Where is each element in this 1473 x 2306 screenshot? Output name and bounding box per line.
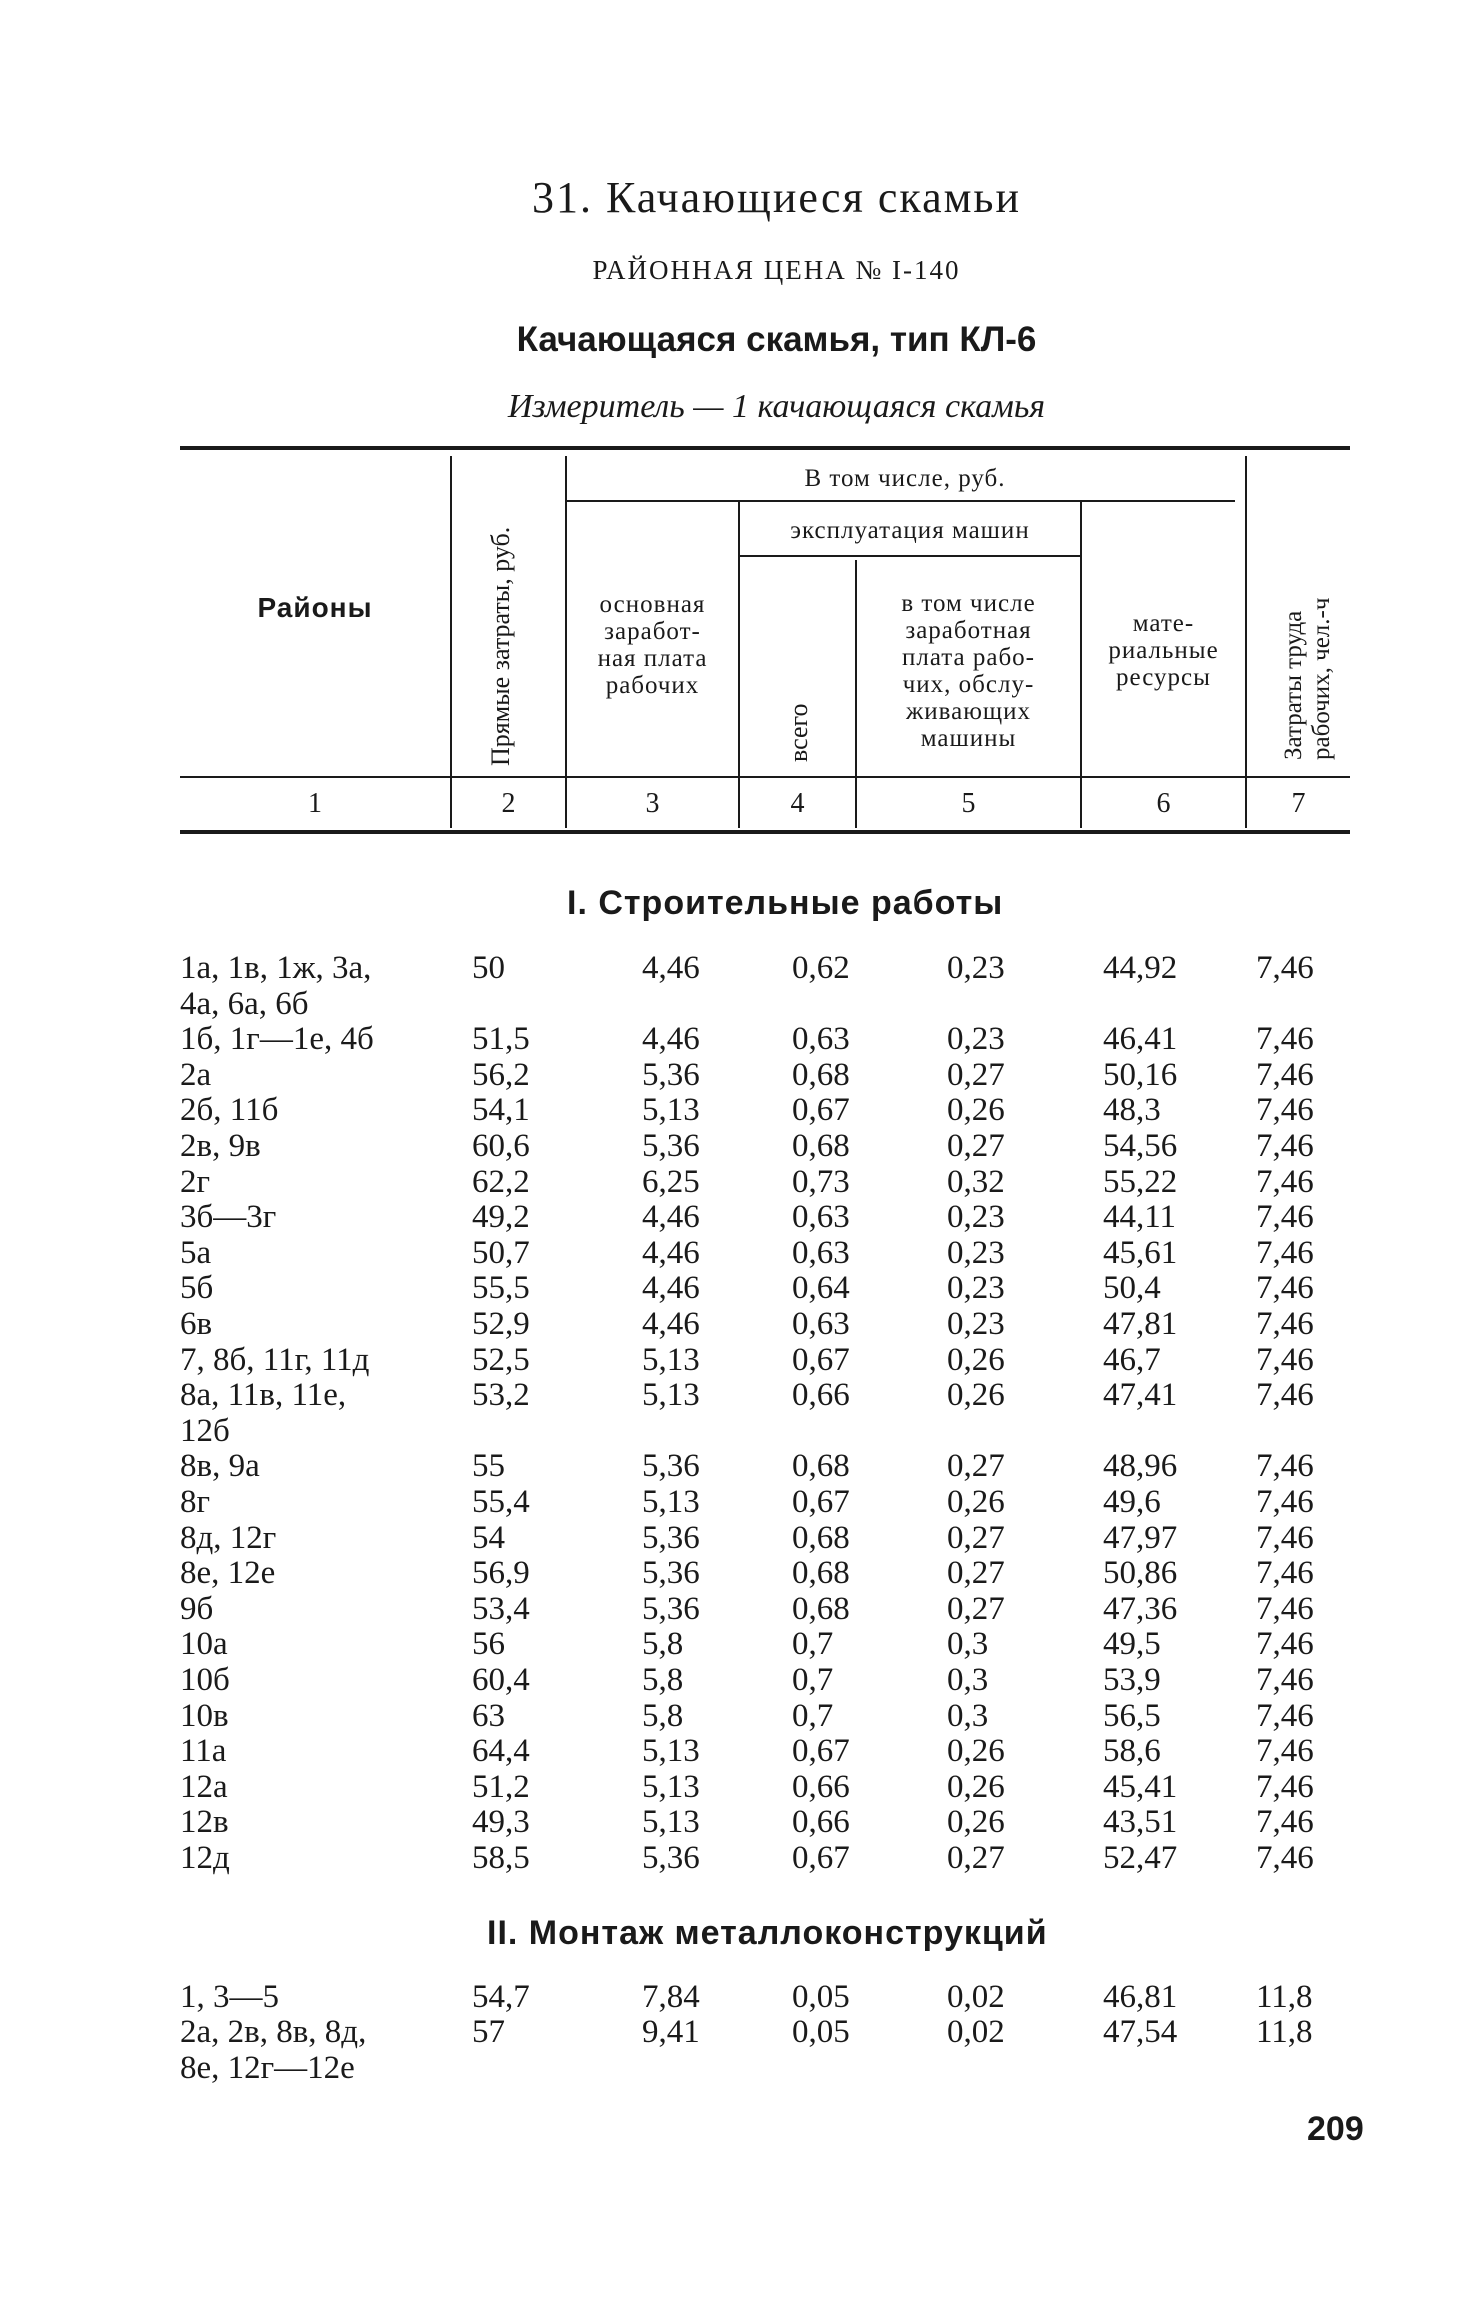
machine-total-cell: 0,63 [792, 1234, 850, 1271]
direct-costs-cell: 60,6 [472, 1128, 530, 1164]
materials-cell: 54,56 [1103, 1128, 1178, 1164]
direct-costs-cell: 55,5 [472, 1270, 530, 1307]
machine-wages-cell: 0,27 [947, 1840, 1005, 1876]
table-row [0, 1235, 1473, 1271]
col-number-1: 1 [308, 788, 322, 819]
table-row [0, 1092, 1473, 1128]
region-cell: 8г [180, 1484, 211, 1520]
wages-cell: 4,46 [642, 1199, 700, 1236]
machine-wages-cell: 0,23 [947, 1270, 1005, 1307]
direct-costs-cell: 50 [472, 950, 505, 986]
table-row [0, 1555, 1473, 1591]
section-title-metal: II. Монтаж металлоконструкций [487, 1913, 1048, 1952]
machine-wages-cell: 0,26 [947, 1341, 1005, 1378]
machine-total-cell: 0,63 [792, 1199, 850, 1236]
region-cell: 1, 3—5 [180, 1978, 279, 2015]
machine-total-cell: 0,66 [792, 1768, 850, 1805]
table-row [0, 1520, 1473, 1556]
wages-cell: 4,46 [642, 1234, 700, 1271]
machine-total-cell: 0,68 [792, 1519, 850, 1556]
direct-costs-cell: 55 [472, 1448, 505, 1485]
wages-cell: 5,13 [642, 1804, 700, 1841]
wages-cell: 5,8 [642, 1697, 684, 1734]
materials-cell: 46,81 [1103, 1978, 1178, 2015]
col-number-5: 5 [961, 788, 976, 819]
machine-total-cell: 0,7 [792, 1662, 834, 1698]
wages-cell: 5,36 [642, 1128, 700, 1164]
header-labor: Затраты труда рабочих, чел.-ч [1280, 597, 1335, 760]
materials-cell: 49,5 [1103, 1626, 1161, 1663]
page-number: 209 [1307, 2110, 1364, 2148]
region-cell-continuation: 12б [180, 1412, 230, 1449]
region-cell: 12д [180, 1840, 230, 1876]
labor-cell: 7,46 [1256, 1768, 1314, 1805]
labor-cell: 7,46 [1256, 1519, 1314, 1556]
direct-costs-cell: 51,2 [472, 1768, 530, 1805]
materials-cell: 50,16 [1103, 1056, 1178, 1093]
header-machine-group: эксплуатация машин [790, 517, 1030, 544]
direct-costs-cell: 56,9 [472, 1555, 530, 1592]
table-row [0, 1484, 1473, 1520]
materials-cell: 47,54 [1103, 2014, 1178, 2051]
header-direct-costs: Прямые затраты, руб. [486, 526, 515, 766]
table-row [0, 1164, 1473, 1200]
wages-cell: 5,13 [642, 1484, 700, 1520]
table-row [0, 1979, 1473, 2015]
wages-cell: 5,36 [642, 1590, 700, 1627]
labor-cell: 11,8 [1256, 1978, 1313, 2015]
materials-cell: 58,6 [1103, 1733, 1161, 1770]
direct-costs-cell: 64,4 [472, 1733, 530, 1770]
machine-wages-cell: 0,27 [947, 1056, 1005, 1093]
labor-cell: 7,46 [1256, 1377, 1314, 1414]
machine-wages-cell: 0,26 [947, 1733, 1005, 1770]
labor-cell: 7,46 [1256, 1697, 1314, 1734]
region-cell: 9б [180, 1590, 214, 1627]
labor-cell: 7,46 [1256, 1021, 1314, 1058]
machine-wages-cell: 0,3 [947, 1662, 989, 1698]
table-row [0, 1698, 1473, 1734]
price-label: РАЙОННАЯ ЦЕНА № I-140 [592, 255, 961, 285]
machine-wages-cell: 0,26 [947, 1768, 1005, 1805]
machine-total-cell: 0,67 [792, 1092, 850, 1129]
machine-wages-cell: 0,26 [947, 1092, 1005, 1129]
machine-total-cell: 0,62 [792, 950, 850, 986]
table-row [0, 1199, 1473, 1235]
materials-cell: 44,92 [1103, 950, 1178, 986]
machine-total-cell: 0,68 [792, 1128, 850, 1164]
direct-costs-cell: 53,4 [472, 1590, 530, 1627]
table-row-continuation [0, 1413, 1473, 1449]
labor-cell: 7,46 [1256, 1270, 1314, 1307]
labor-cell: 7,46 [1256, 1804, 1314, 1841]
wages-cell: 9,41 [642, 2014, 700, 2051]
labor-cell: 7,46 [1256, 1840, 1314, 1876]
machine-total-cell: 0,05 [792, 2014, 850, 2051]
machine-wages-cell: 0,26 [947, 1377, 1005, 1414]
machine-wages-cell: 0,02 [947, 1978, 1005, 2015]
direct-costs-cell: 55,4 [472, 1484, 530, 1520]
wages-cell: 5,13 [642, 1733, 700, 1770]
table-row [0, 1128, 1473, 1164]
labor-cell: 7,46 [1256, 1234, 1314, 1271]
region-cell: 11а [180, 1733, 227, 1770]
labor-cell: 7,46 [1256, 1199, 1314, 1236]
machine-wages-cell: 0,23 [947, 1234, 1005, 1271]
wages-cell: 4,46 [642, 1306, 700, 1342]
labor-cell: 7,46 [1256, 1555, 1314, 1592]
direct-costs-cell: 58,5 [472, 1840, 530, 1876]
table-row [0, 1840, 1473, 1876]
direct-costs-cell: 49,2 [472, 1199, 530, 1236]
table-row [0, 1021, 1473, 1057]
labor-cell: 7,46 [1256, 1448, 1314, 1485]
materials-cell: 52,47 [1103, 1840, 1178, 1876]
region-cell: 7, 8б, 11г, 11д [180, 1341, 370, 1378]
machine-wages-cell: 0,02 [947, 2014, 1005, 2051]
materials-cell: 48,3 [1103, 1092, 1161, 1129]
region-cell: 2в, 9в [180, 1128, 261, 1164]
direct-costs-cell: 53,2 [472, 1377, 530, 1414]
machine-total-cell: 0,68 [792, 1555, 850, 1592]
header-group: В том числе, руб. [804, 465, 1006, 492]
labor-cell: 7,46 [1256, 1341, 1314, 1378]
materials-cell: 50,86 [1103, 1555, 1178, 1592]
region-cell: 8а, 11в, 11е, [180, 1377, 347, 1414]
labor-cell: 7,46 [1256, 1733, 1314, 1770]
machine-total-cell: 0,63 [792, 1021, 850, 1058]
materials-cell: 45,41 [1103, 1768, 1178, 1805]
labor-cell: 7,46 [1256, 1484, 1314, 1520]
table-row [0, 1591, 1473, 1627]
wages-cell: 5,13 [642, 1092, 700, 1129]
materials-cell: 55,22 [1103, 1163, 1178, 1200]
direct-costs-cell: 62,2 [472, 1163, 530, 1200]
machine-total-cell: 0,7 [792, 1626, 834, 1663]
table-subtitle: Качающаяся скамья, тип КЛ-6 [516, 320, 1037, 359]
direct-costs-cell: 51,5 [472, 1021, 530, 1058]
region-cell: 10а [180, 1626, 228, 1663]
table-row [0, 1448, 1473, 1484]
materials-cell: 49,6 [1103, 1484, 1161, 1520]
labor-cell: 7,46 [1256, 1590, 1314, 1627]
direct-costs-cell: 54 [472, 1519, 505, 1556]
table-row [0, 950, 1473, 986]
machine-wages-cell: 0,23 [947, 1306, 1005, 1342]
header-wages: основная заработ- ная плата рабочих [597, 591, 708, 699]
wages-cell: 5,8 [642, 1662, 684, 1698]
wages-cell: 5,36 [642, 1448, 700, 1485]
machine-wages-cell: 0,27 [947, 1590, 1005, 1627]
wages-cell: 5,13 [642, 1341, 700, 1378]
table-row [0, 1306, 1473, 1342]
table-row [0, 1733, 1473, 1769]
region-cell: 1б, 1г—1е, 4б [180, 1021, 374, 1058]
measure-unit: Измеритель — 1 качающаяся скамья [507, 388, 1046, 425]
labor-cell: 11,8 [1256, 2014, 1313, 2051]
materials-cell: 47,36 [1103, 1590, 1178, 1627]
table-row [0, 1769, 1473, 1805]
materials-cell: 47,41 [1103, 1377, 1178, 1414]
table-row [0, 1626, 1473, 1662]
wages-cell: 5,13 [642, 1768, 700, 1805]
table-row [0, 1270, 1473, 1306]
labor-cell: 7,46 [1256, 1163, 1314, 1200]
labor-cell: 7,46 [1256, 1626, 1314, 1663]
table-row-continuation [0, 2050, 1473, 2086]
direct-costs-cell: 63 [472, 1697, 505, 1734]
machine-wages-cell: 0,27 [947, 1555, 1005, 1592]
table-row-continuation [0, 986, 1473, 1022]
region-cell: 8в, 9а [180, 1448, 260, 1485]
region-cell: 10б [180, 1662, 230, 1698]
region-cell: 5б [180, 1270, 214, 1307]
materials-cell: 46,41 [1103, 1021, 1178, 1058]
machine-total-cell: 0,67 [792, 1341, 850, 1378]
materials-cell: 44,11 [1103, 1199, 1177, 1236]
machine-total-cell: 0,67 [792, 1484, 850, 1520]
table-row [0, 1662, 1473, 1698]
wages-cell: 7,84 [642, 1978, 700, 2015]
col-number-6: 6 [1156, 788, 1171, 819]
header-regions: Районы [257, 592, 373, 623]
wages-cell: 5,8 [642, 1626, 684, 1663]
machine-total-cell: 0,68 [792, 1448, 850, 1485]
wages-cell: 4,46 [642, 1270, 700, 1307]
table-row [0, 2014, 1473, 2050]
region-cell: 2г [180, 1163, 211, 1200]
machine-wages-cell: 0,3 [947, 1626, 989, 1663]
region-cell: 3б—3г [180, 1199, 277, 1236]
wages-cell: 4,46 [642, 950, 700, 986]
materials-cell: 56,5 [1103, 1697, 1161, 1734]
region-cell: 10в [180, 1697, 229, 1734]
machine-wages-cell: 0,26 [947, 1484, 1005, 1520]
region-cell: 5а [180, 1234, 212, 1271]
region-cell: 2б, 11б [180, 1092, 279, 1129]
machine-wages-cell: 0,23 [947, 950, 1005, 986]
machine-wages-cell: 0,27 [947, 1519, 1005, 1556]
machine-wages-cell: 0,26 [947, 1804, 1005, 1841]
machine-total-cell: 0,67 [792, 1733, 850, 1770]
table-row [0, 1342, 1473, 1378]
region-cell: 1а, 1в, 1ж, 3а, [180, 950, 372, 986]
machine-wages-cell: 0,27 [947, 1448, 1005, 1485]
wages-cell: 5,36 [642, 1555, 700, 1592]
direct-costs-cell: 50,7 [472, 1234, 530, 1271]
machine-total-cell: 0,64 [792, 1270, 850, 1307]
col-number-4: 4 [790, 788, 805, 819]
machine-total-cell: 0,7 [792, 1697, 834, 1734]
machine-total-cell: 0,73 [792, 1163, 850, 1200]
region-cell: 6в [180, 1306, 213, 1342]
materials-cell: 47,97 [1103, 1519, 1178, 1556]
header-machine-wages: в том числе заработная плата рабо- чих, обслу- живающих машины [901, 590, 1036, 752]
materials-cell: 43,51 [1103, 1804, 1178, 1841]
wages-cell: 5,36 [642, 1840, 700, 1876]
machine-wages-cell: 0,3 [947, 1697, 989, 1734]
section-title-construction: I. Строительные работы [567, 884, 1004, 922]
machine-wages-cell: 0,32 [947, 1163, 1005, 1200]
wages-cell: 4,46 [642, 1021, 700, 1058]
labor-cell: 7,46 [1256, 1092, 1314, 1129]
machine-total-cell: 0,66 [792, 1377, 850, 1414]
direct-costs-cell: 57 [472, 2014, 505, 2051]
machine-total-cell: 0,68 [792, 1056, 850, 1093]
col-number-7: 7 [1291, 788, 1306, 819]
region-cell: 12а [180, 1768, 228, 1805]
region-cell: 2а [180, 1056, 212, 1093]
machine-total-cell: 0,05 [792, 1978, 850, 2015]
machine-wages-cell: 0,23 [947, 1021, 1005, 1058]
header-materials: мате- риальные ресурсы [1108, 610, 1219, 691]
machine-wages-cell: 0,27 [947, 1128, 1005, 1164]
table-row [0, 1057, 1473, 1093]
materials-cell: 50,4 [1103, 1270, 1161, 1307]
region-cell-continuation: 8е, 12г—12е [180, 2049, 355, 2086]
materials-cell: 48,96 [1103, 1448, 1178, 1485]
direct-costs-cell: 56 [472, 1626, 505, 1663]
wages-cell: 5,36 [642, 1519, 700, 1556]
machine-total-cell: 0,68 [792, 1590, 850, 1627]
region-cell-continuation: 4а, 6а, 6б [180, 985, 309, 1022]
machine-total-cell: 0,66 [792, 1804, 850, 1841]
wages-cell: 5,13 [642, 1377, 700, 1414]
page-title: 31. Качающиеся скамьи [531, 173, 1022, 222]
materials-cell: 53,9 [1103, 1662, 1161, 1698]
direct-costs-cell: 54,1 [472, 1092, 530, 1129]
labor-cell: 7,46 [1256, 950, 1314, 986]
materials-cell: 46,7 [1103, 1341, 1161, 1378]
col-number-3: 3 [645, 788, 660, 819]
materials-cell: 47,81 [1103, 1306, 1178, 1342]
labor-cell: 7,46 [1256, 1662, 1314, 1698]
labor-cell: 7,46 [1256, 1306, 1314, 1342]
region-cell: 8е, 12е [180, 1555, 276, 1592]
header-machine-total: всего [784, 703, 813, 762]
col-number-2: 2 [501, 788, 516, 819]
machine-total-cell: 0,67 [792, 1840, 850, 1876]
wages-cell: 6,25 [642, 1163, 700, 1200]
direct-costs-cell: 52,5 [472, 1341, 530, 1378]
direct-costs-cell: 49,3 [472, 1804, 530, 1841]
labor-cell: 7,46 [1256, 1128, 1314, 1164]
materials-cell: 45,61 [1103, 1234, 1178, 1271]
table-row [0, 1804, 1473, 1840]
region-cell: 8д, 12г [180, 1519, 277, 1556]
direct-costs-cell: 52,9 [472, 1306, 530, 1342]
region-cell: 2а, 2в, 8в, 8д, [180, 2014, 367, 2051]
direct-costs-cell: 60,4 [472, 1662, 530, 1698]
machine-total-cell: 0,63 [792, 1306, 850, 1342]
table-row [0, 1377, 1473, 1413]
region-cell: 12в [180, 1804, 229, 1841]
direct-costs-cell: 56,2 [472, 1056, 530, 1093]
direct-costs-cell: 54,7 [472, 1978, 530, 2015]
machine-wages-cell: 0,23 [947, 1199, 1005, 1236]
wages-cell: 5,36 [642, 1056, 700, 1093]
labor-cell: 7,46 [1256, 1056, 1314, 1093]
